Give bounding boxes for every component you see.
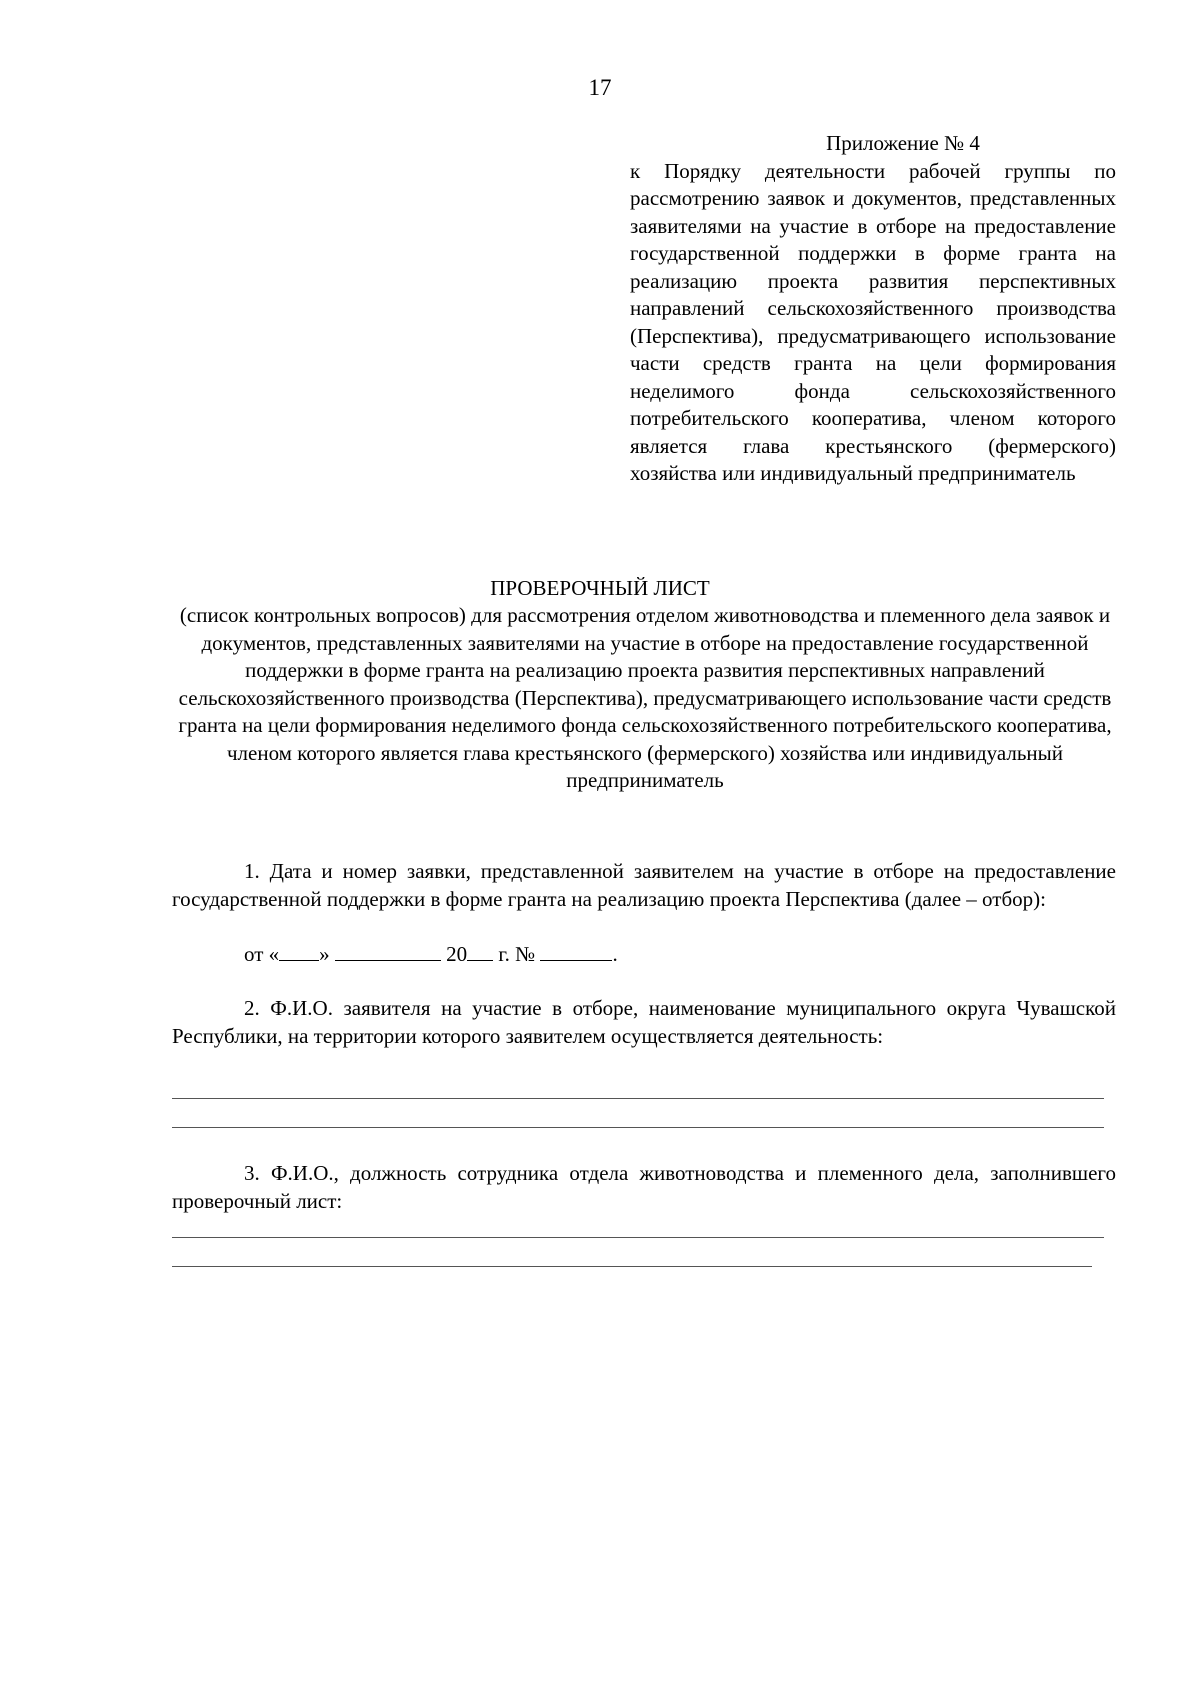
year-blank[interactable] [467,940,493,961]
day-blank[interactable] [279,940,319,961]
appendix-text: к Порядку деятельности рабочей группы по рассмотрению заявок и документов, представленных заявителями на участие в отборе на предоставление государственной поддержки в форме гранта на реализацию проекта развития перспективных направлений сельскохозяйственного производства (Перспектива), предусматривающего использование части средств гранта на цели формирования неделимого фонда сельскохозяйственного потребительского кооператива, членом которого является глава крестьянского (фермерского) хозяйства или индивидуальный предприниматель [630,158,1116,485]
item-3 [172,1160,1116,1215]
date-end: . [612,942,618,966]
date-mid: » [319,942,330,966]
item-2-answer-line-2[interactable] [172,1127,1104,1128]
item-2-text: 2. Ф.И.О. заявителя на участие в отборе, наименование муниципального округа Чувашской Республики, на территории которого заявителем осуществляется деятельность: [172,996,1116,1048]
appendix-title: Приложение № 4 [826,131,980,155]
appendix-block [630,130,1116,488]
year-prefix: 20 [446,942,468,966]
month-blank[interactable] [335,940,441,961]
item-3-text: 3. Ф.И.О., должность сотрудника отдела животноводства и племенного дела, заполнившего проверочный лист: [172,1161,1116,1213]
item-3-answer-line-2[interactable] [172,1266,1092,1267]
date-prefix: от « [244,942,280,966]
number-blank[interactable] [540,940,612,961]
item-1-text: 1. Дата и номер заявки, представленной заявителем на участие в отборе на предоставление государственной поддержки в форме гранта на реализацию проекта Перспектива (далее – отбор): [172,859,1116,911]
item-2-answer-line-1[interactable] [172,1098,1104,1099]
document-title: ПРОВЕРОЧНЫЙ ЛИСТ [490,576,710,600]
date-number-line [244,940,618,969]
item-3-answer-line-1[interactable] [172,1237,1104,1238]
document-subtitle: (список контрольных вопросов) для рассмотрения отделом животноводства и племенного дела заявок и документов, представленных заявителями на участие в отборе на предоставление государственной поддержки в форме гранта на реализацию проекта развития перспективных направлений сельскохозяйственного производства (Перспектива), предусматривающего использование части средств гранта на цели формирования неделимого фонда сельскохозяйственного потребительского кооператива, членом которого является глава крестьянского (фермерского) хозяйства или индивидуальный предприниматель [178,603,1112,792]
year-suffix: г. № [493,942,536,966]
item-1 [172,858,1116,913]
page-number: 17 [588,75,612,100]
item-2 [172,995,1116,1050]
